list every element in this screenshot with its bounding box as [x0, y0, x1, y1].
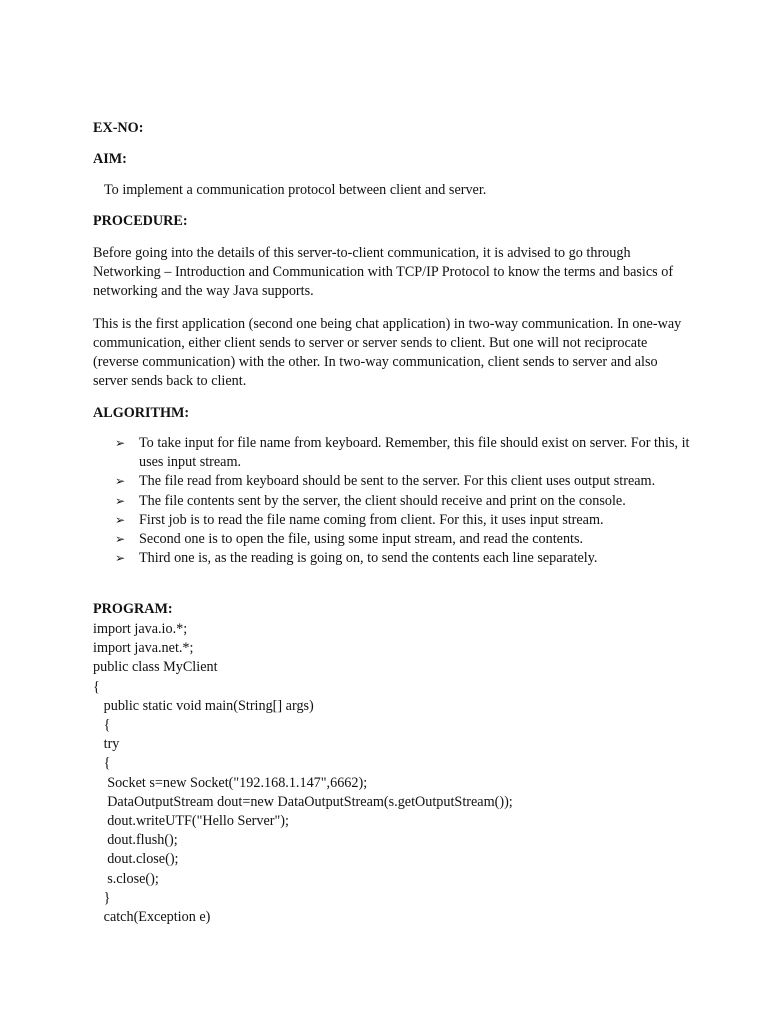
algorithm-item-text: To take input for file name from keyboard. Remember, this file should exist on server. For this, it uses input stream. [139, 435, 690, 471]
aim-text: To implement a communication protocol between client and server. [104, 182, 487, 198]
algorithm-heading: ALGORITHM: [93, 405, 190, 421]
code-line: public static void main(String[] args) [93, 697, 314, 714]
algorithm-item-text: The file contents sent by the server, the client should receive and print on the console. [139, 492, 626, 509]
code-line: try [93, 736, 120, 753]
procedure-paragraph-1: Before going into the details of this server-to-client communication, it is advised to go through Networking – Introduction and Communication with TCP/IP Protocol to know the terms and basics of networking and the way Java supports. [93, 245, 674, 299]
list-item [93, 511, 693, 530]
procedure-heading: PROCEDURE: [93, 213, 188, 229]
code-line: Socket s=new Socket("192.168.1.147",6662); [93, 774, 368, 791]
arrow-bullet-icon: ➢ [115, 551, 126, 566]
code-line: { [93, 717, 111, 734]
list-item [93, 530, 693, 549]
arrow-bullet-icon: ➢ [115, 532, 126, 547]
code-line: dout.flush(); [93, 832, 178, 849]
code-line: DataOutputStream dout=new DataOutputStream(s.getOutputStream()); [93, 793, 513, 810]
code-line: { [93, 755, 111, 772]
code-line: { [93, 678, 100, 695]
arrow-bullet-icon: ➢ [115, 493, 126, 508]
code-line: s.close(); [93, 870, 159, 887]
list-item [93, 434, 693, 472]
arrow-bullet-icon: ➢ [115, 474, 126, 489]
code-line: import java.io.*; [93, 621, 188, 637]
code-line: } [93, 889, 111, 906]
code-line: dout.close(); [93, 851, 179, 868]
arrow-bullet-icon: ➢ [115, 436, 126, 450]
list-item [93, 492, 693, 511]
aim-heading: AIM: [93, 151, 127, 167]
code-line: dout.writeUTF("Hello Server"); [93, 813, 289, 830]
list-item [93, 472, 693, 491]
program-code [93, 620, 513, 927]
code-line: import java.net.*; [93, 640, 194, 657]
list-item [93, 549, 693, 568]
algorithm-item-text: The file read from keyboard should be sent to the server. For this client uses output stream. [139, 473, 656, 490]
algorithm-item-text: Third one is, as the reading is going on, to send the contents each line separately. [139, 550, 598, 567]
algorithm-list [93, 434, 693, 568]
algorithm-item-text: Second one is to open the file, using some input stream, and read the contents. [139, 531, 584, 548]
algorithm-item-text: First job is to read the file name coming from client. For this, it uses input stream. [139, 511, 604, 528]
program-heading: PROGRAM: [93, 601, 173, 617]
code-line: catch(Exception e) [93, 909, 211, 926]
ex-no-heading: EX-NO: [93, 120, 144, 136]
code-line: public class MyClient [93, 659, 218, 676]
procedure-paragraph-2: This is the first application (second one being chat application) in two-way communication. In one-way communication, either client sends to server or server sends to client. But one will not reciprocate (reverse communication) with the other. In two-way communication, client sends to server and also server sends back to client. [93, 316, 682, 389]
arrow-bullet-icon: ➢ [115, 512, 126, 527]
